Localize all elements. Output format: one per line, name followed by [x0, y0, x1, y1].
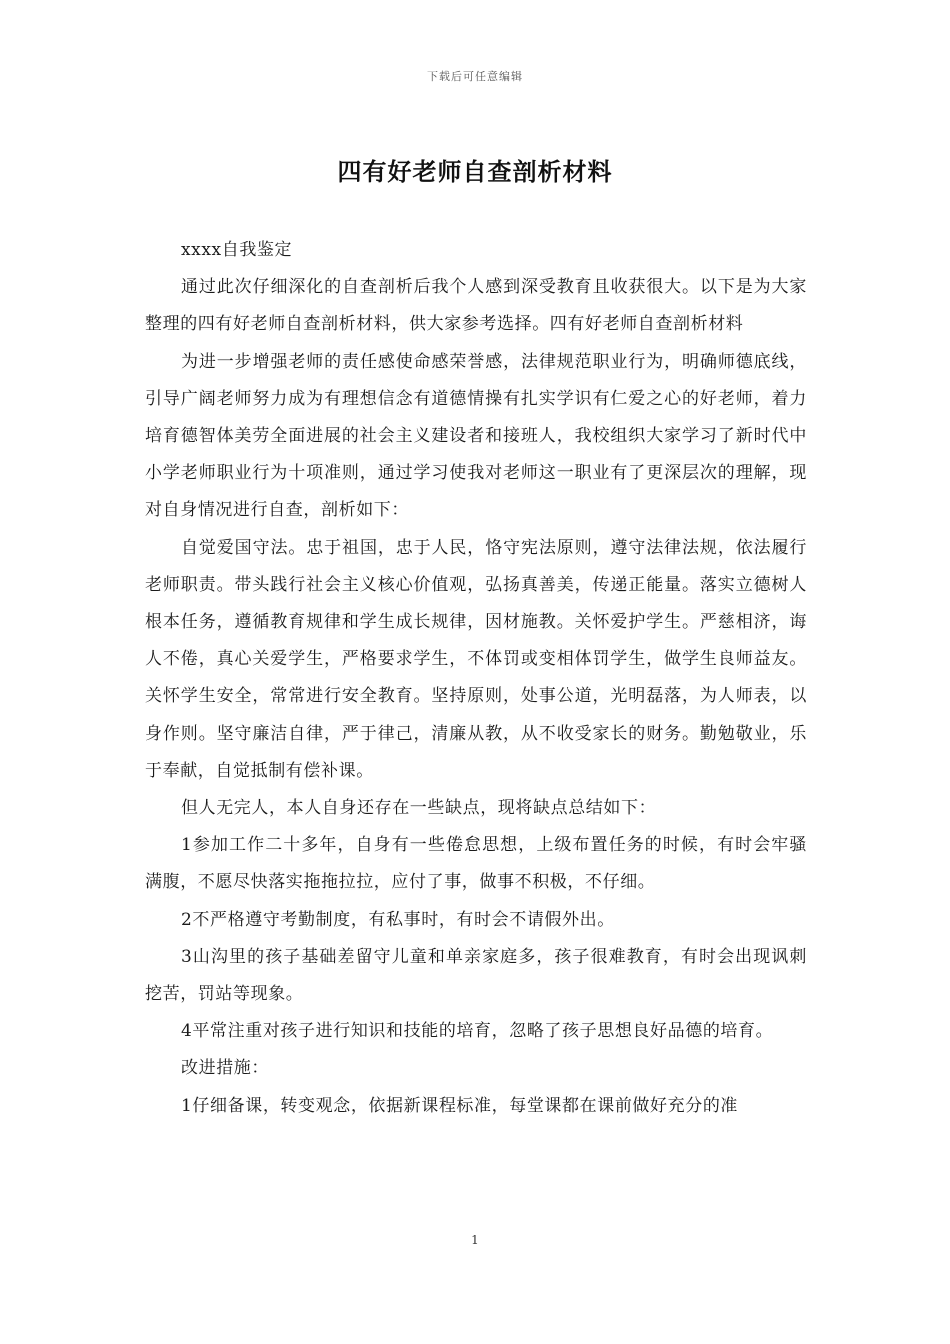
paragraph-shortcoming-2: 2不严格遵守考勤制度，有私事时，有时会不请假外出。 — [181, 909, 615, 930]
paragraph-shortcoming-4: 4平常注重对孩子进行知识和技能的培育，忽略了孩子思想良好品德的培育。 — [181, 1021, 774, 1042]
paragraph-improvement-heading: 改进措施： — [181, 1058, 269, 1079]
paragraph-self-check: 自觉爱国守法。忠于祖国，忠于人民，恪守宪法原则，遵守法律法规，依法履行老师职责。带头践行社会主义核心价值观，弘扬真善美，传递正能量。落实立德树人根本任务，遵循教育规律和学生成长规律，因材施教。关怀爱护学生。严慈相济，诲人不倦，真心关爱学生，严格要求学生，不体罚或变相体罚学生，做学生良师益友。关怀学生安全，常常进行安全教育。坚持原则，处事公道，光明磊落，为人师表，以身作则。坚守廉洁自律，严于律己，清廉从教，从不收受家长的财务。勤勉敬业，乐于奉献，自觉抵制有偿补课。 — [145, 537, 807, 781]
paragraph-shortcoming-1: 1参加工作二十多年，自身有一些倦怠思想，上级布置任务的时候，有时会牢骚满腹，不愿尽快落实拖拖拉拉，应付了事，做事不积极，不仔细。 — [145, 835, 807, 893]
paragraph-shortcoming-3: 3山沟里的孩子基础差留守儿童和单亲家庭多，孩子很难教育，有时会出现讽刺挖苦，罚站等现象。 — [145, 946, 807, 1005]
paragraph-improvement-1: 1仔细备课，转变观念，依据新课程标准，每堂课都在课前做好充分的准 — [181, 1095, 739, 1116]
paragraph-shortcomings-intro: 但人无完人，本人自身还存在一些缺点，现将缺点总结如下： — [181, 798, 657, 819]
paragraph-background: 为进一步增强老师的责任感使命感荣誉感，法律规范职业行为，明确师德底线，引导广阔老师努力成为有理想信念有道德情操有扎实学识有仁爱之心的好老师，着力培育德智体美劳全面进展的社会主义建设者和接班人，我校组织大家学习了新时代中小学老师职业行为十项准则，通过学习使我对老师这一职业有了更深层次的理解，现对自身情况进行自查，剖析如下： — [145, 351, 807, 521]
page-number: 1 — [471, 1233, 479, 1247]
paragraph-intro: 通过此次仔细深化的自查剖析后我个人感到深受教育且收获很大。以下是为大家整理的四有好老师自查剖析材料，供大家参考选择。四有好老师自查剖析材料 — [145, 277, 807, 335]
document-title: 四有好老师自查剖析材料 — [337, 157, 613, 186]
header-note: 下载后可任意编辑 — [427, 70, 523, 83]
document-body — [145, 232, 807, 1125]
paragraph-self-appraisal: xxxx自我鉴定 — [181, 240, 293, 260]
